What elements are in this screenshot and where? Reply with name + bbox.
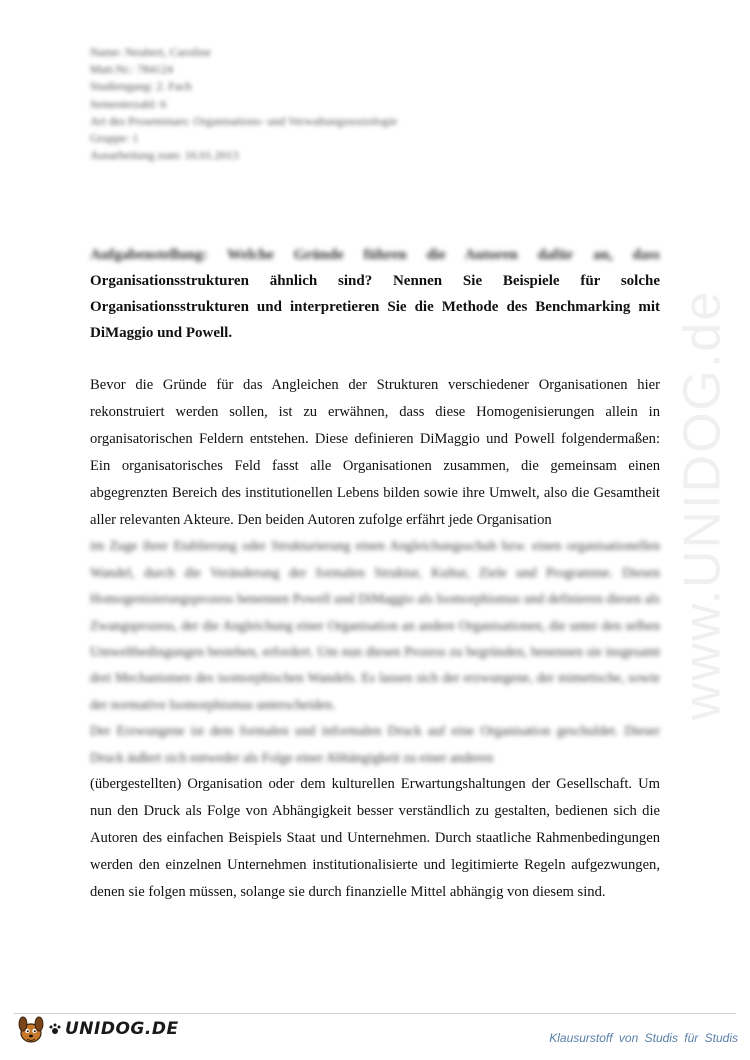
unidog-logo [14,1012,179,1046]
task-question: Organisationsstrukturen ähnlich sind? Nennen Sie Beispiele für solche Organisationsstrukturen und interpretieren Sie die Methode des Benchmarking mit DiMaggio und Powell. [90,273,660,341]
task-lead-blurred: Aufgabenstellung: Welche Gründe führen die Autoren dafür an, dass [90,247,660,263]
student-info-header [90,44,510,164]
header-line-matrikel: Matr.Nr.: 784124 [90,62,173,77]
paragraph-coercive-example: (übergestellten) Organisation oder dem kulturellen Erwartungshaltungen der Gesellschaft. Um nun den Druck als Folge von Abhängigkeit besser verständlich zu gestalten, bedienen sich die Autoren des einfachen Beispiels Staat und Unternehmen. Durch staatliche Rahmenbedingungen werden den einzelnen Unternehmen institutionalisierte und legitimierte Regeln aufgezwungen, denen sie folgen müssen, solange sie durch finanzielle Mittel abhängig von diesem sind. [90,776,660,900]
paragraph-blurred-coercive: Der Erzwungene ist dem formalen und informalen Druck auf eine Organisation geschuldet. Dieser Druck äußert sich entweder als Folge einer Abhängigkeit zu einer anderen [90,723,660,765]
header-line-name: Name: Neubert, Caroline [90,45,211,59]
dog-mascot-icon [14,1013,48,1045]
paw-icon [48,1022,62,1036]
essay-body [90,372,660,906]
task-statement [90,242,660,346]
paragraph-intro: Bevor die Gründe für das Angleichen der Strukturen verschiedener Organisationen hier rekonstruiert werden sollen, ist zu erwähnen, dass diese Homogenisierungen allein in organisatorischen Feldern entstehen. Diese definieren DiMaggio und Powell folgendermaßen: Ein organisatorisches Feld fasst alle Organisationen zusammen, die gemeinsam einen abgegrenzten Bereich des institutionellen Lebens bilden sowie ihre Umwelt, also die Gesamtheit aller relevanten Akteure. Den beiden Autoren zufolge erfährt jede Organisation [90,377,660,528]
header-line-gruppe: Gruppe: 1 [90,131,139,146]
footer-slogan: Klausurstoff von Studis für Studis [549,1031,738,1045]
watermark-text: www.UNIDOG.de [673,289,731,721]
header-line-studiengang: Studiengang: 2. Fach [90,79,192,94]
header-line-date: Ausarbeitung zum: 16.01.2013 [90,148,239,163]
logo-text: UNIDOG.DE [65,1019,179,1039]
header-line-semester: Semesterzahl: 6 [90,96,167,111]
watermark [672,270,732,740]
paragraph-blurred-isomorphism: im Zuge ihrer Etablierung oder Strukturierung einen Angleichungsschub bzw. einen organisationellen Wandel, durch die Veränderung der formalen Struktur, Kultur, Ziele und Programme. Diesen Homogenisierungsprozess benennen Powell und DiMaggio als Isomorphismus und definieren diesen als Zwangsprozess, der die Angleichung einer Organisation an andere Organisationen, die unter den selben Umweltbedingungen bestehen, erfordert. Um nun diesen Prozess zu begründen, benennen sie insgesamt drei Mechanismen des isomorphischen Wandels. Es lassen sich der erzwungene, der mimetische, sowie der normative Isomorphismus unterscheiden. [90,538,660,712]
header-line-proseminar: Art des Proseminars: Organisations- und Verwaltungssoziologie [90,113,398,128]
